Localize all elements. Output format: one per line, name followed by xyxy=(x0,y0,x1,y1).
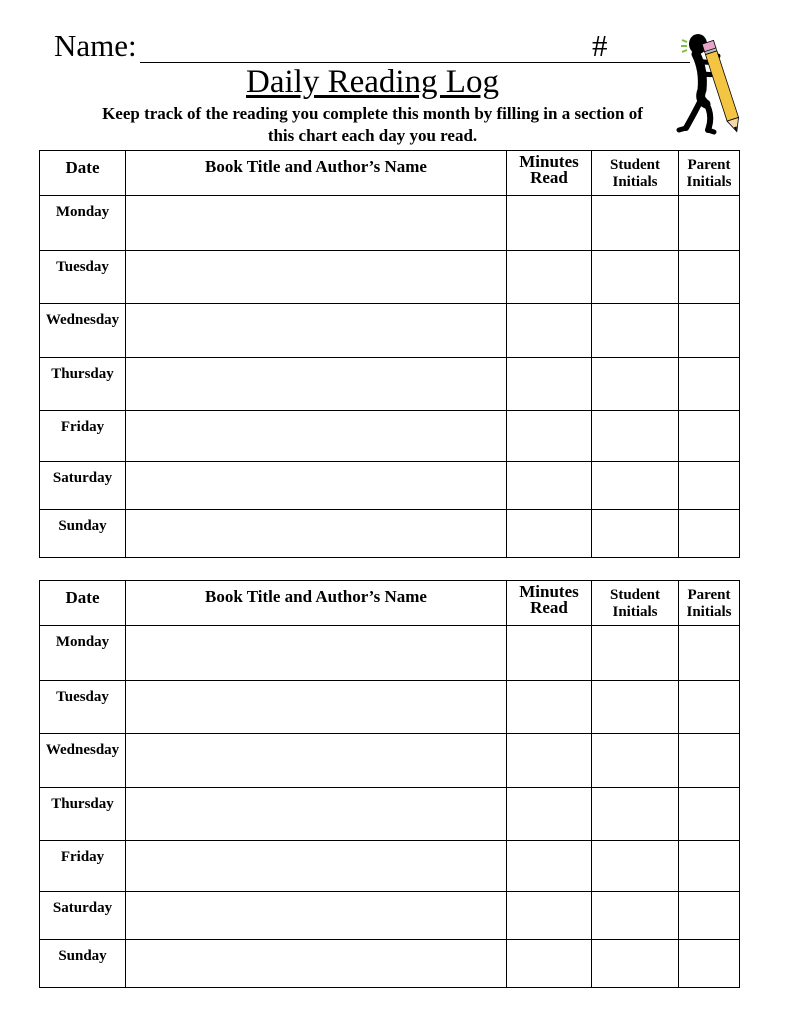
table-row xyxy=(40,196,740,251)
book-cell[interactable] xyxy=(126,251,507,304)
instructions xyxy=(40,103,705,147)
parent-initials-cell[interactable] xyxy=(679,681,740,734)
student-initials-cell[interactable] xyxy=(592,841,679,892)
student-initials-cell[interactable] xyxy=(592,681,679,734)
header-date: Date xyxy=(40,581,126,626)
table-row xyxy=(40,304,740,358)
book-cell[interactable] xyxy=(126,734,507,788)
student-initials-cell[interactable] xyxy=(592,251,679,304)
table-header-row xyxy=(40,151,740,196)
parent-initials-cell[interactable] xyxy=(679,510,740,558)
minutes-cell[interactable] xyxy=(507,681,592,734)
table-row xyxy=(40,734,740,788)
day-label: Tuesday xyxy=(40,681,126,734)
table-row xyxy=(40,841,740,892)
table-row xyxy=(40,892,740,940)
header-parent-line2: Initials xyxy=(686,604,732,620)
name-label: Name: xyxy=(54,28,137,63)
header-student-line1: Student xyxy=(609,157,661,173)
table-row xyxy=(40,940,740,988)
reading-log-table-2 xyxy=(39,580,740,988)
table-row xyxy=(40,626,740,681)
instructions-line-1: Keep track of the reading you complete this month by filling in a section of xyxy=(102,104,643,123)
parent-initials-cell[interactable] xyxy=(679,788,740,841)
book-cell[interactable] xyxy=(126,841,507,892)
parent-initials-cell[interactable] xyxy=(679,251,740,304)
header-parent-line1: Parent xyxy=(687,587,731,603)
parent-initials-cell[interactable] xyxy=(679,462,740,510)
table-row xyxy=(40,788,740,841)
student-initials-cell[interactable] xyxy=(592,940,679,988)
day-label: Tuesday xyxy=(40,251,126,304)
header-student-initials xyxy=(592,151,679,196)
parent-initials-cell[interactable] xyxy=(679,734,740,788)
name-field[interactable] xyxy=(140,62,646,63)
table-row xyxy=(40,510,740,558)
minutes-cell[interactable] xyxy=(507,510,592,558)
book-cell[interactable] xyxy=(126,626,507,681)
minutes-cell[interactable] xyxy=(507,358,592,411)
table-header-row xyxy=(40,581,740,626)
parent-initials-cell[interactable] xyxy=(679,892,740,940)
table-row xyxy=(40,251,740,304)
book-cell[interactable] xyxy=(126,304,507,358)
header-minutes-read xyxy=(507,581,592,626)
student-initials-cell[interactable] xyxy=(592,358,679,411)
book-cell[interactable] xyxy=(126,510,507,558)
header-book-title-author: Book Title and Author’s Name xyxy=(126,151,507,196)
day-label: Friday xyxy=(40,841,126,892)
book-cell[interactable] xyxy=(126,940,507,988)
page-title: Daily Reading Log xyxy=(246,64,499,100)
minutes-cell[interactable] xyxy=(507,788,592,841)
book-cell[interactable] xyxy=(126,788,507,841)
minutes-cell[interactable] xyxy=(507,462,592,510)
student-initials-cell[interactable] xyxy=(592,304,679,358)
minutes-cell[interactable] xyxy=(507,892,592,940)
parent-initials-cell[interactable] xyxy=(679,626,740,681)
header-minutes-line1: Minutes xyxy=(519,152,579,171)
header-date: Date xyxy=(40,151,126,196)
minutes-cell[interactable] xyxy=(507,411,592,462)
book-cell[interactable] xyxy=(126,411,507,462)
header-minutes-line2: Read xyxy=(530,598,568,617)
header-parent-line1: Parent xyxy=(687,157,731,173)
student-initials-cell[interactable] xyxy=(592,892,679,940)
day-label: Monday xyxy=(40,626,126,681)
header-student-line1: Student xyxy=(609,587,661,603)
day-label: Thursday xyxy=(40,358,126,411)
table-row xyxy=(40,681,740,734)
header-minutes-line1: Minutes xyxy=(519,582,579,601)
day-label: Sunday xyxy=(40,940,126,988)
student-initials-cell[interactable] xyxy=(592,510,679,558)
book-cell[interactable] xyxy=(126,196,507,251)
table-row xyxy=(40,411,740,462)
book-cell[interactable] xyxy=(126,358,507,411)
minutes-cell[interactable] xyxy=(507,251,592,304)
table-row xyxy=(40,358,740,411)
table-row xyxy=(40,462,740,510)
day-label: Monday xyxy=(40,196,126,251)
parent-initials-cell[interactable] xyxy=(679,358,740,411)
header-book-title-author: Book Title and Author’s Name xyxy=(126,581,507,626)
instructions-line-2: this chart each day you read. xyxy=(267,126,478,145)
book-cell[interactable] xyxy=(126,892,507,940)
header-student-line2: Initials xyxy=(612,604,658,620)
parent-initials-cell[interactable] xyxy=(679,196,740,251)
book-cell[interactable] xyxy=(126,681,507,734)
student-initials-cell[interactable] xyxy=(592,411,679,462)
student-initials-cell[interactable] xyxy=(592,462,679,510)
reading-log-table-1 xyxy=(39,150,740,558)
header-parent-initials xyxy=(679,581,740,626)
student-initials-cell[interactable] xyxy=(592,788,679,841)
minutes-cell[interactable] xyxy=(507,196,592,251)
header-minutes-read xyxy=(507,151,592,196)
day-label: Wednesday xyxy=(40,304,126,358)
parent-initials-cell[interactable] xyxy=(679,841,740,892)
day-label: Wednesday xyxy=(40,734,126,788)
minutes-cell[interactable] xyxy=(507,304,592,358)
parent-initials-cell[interactable] xyxy=(679,304,740,358)
minutes-cell[interactable] xyxy=(507,940,592,988)
day-label: Saturday xyxy=(40,462,126,510)
day-label: Friday xyxy=(40,411,126,462)
minutes-cell[interactable] xyxy=(507,841,592,892)
header-student-initials xyxy=(592,581,679,626)
header-parent-line2: Initials xyxy=(686,174,732,190)
day-label: Sunday xyxy=(40,510,126,558)
day-label: Thursday xyxy=(40,788,126,841)
header-parent-initials xyxy=(679,151,740,196)
parent-initials-cell[interactable] xyxy=(679,411,740,462)
student-initials-cell[interactable] xyxy=(592,626,679,681)
reading-stick-figure-with-pencil-icon xyxy=(676,26,746,138)
parent-initials-cell[interactable] xyxy=(679,940,740,988)
header-student-line2: Initials xyxy=(612,174,658,190)
minutes-cell[interactable] xyxy=(507,626,592,681)
book-cell[interactable] xyxy=(126,462,507,510)
header-minutes-line2: Read xyxy=(530,168,568,187)
student-initials-cell[interactable] xyxy=(592,734,679,788)
number-label: # xyxy=(592,28,608,63)
minutes-cell[interactable] xyxy=(507,734,592,788)
day-label: Saturday xyxy=(40,892,126,940)
student-initials-cell[interactable] xyxy=(592,196,679,251)
